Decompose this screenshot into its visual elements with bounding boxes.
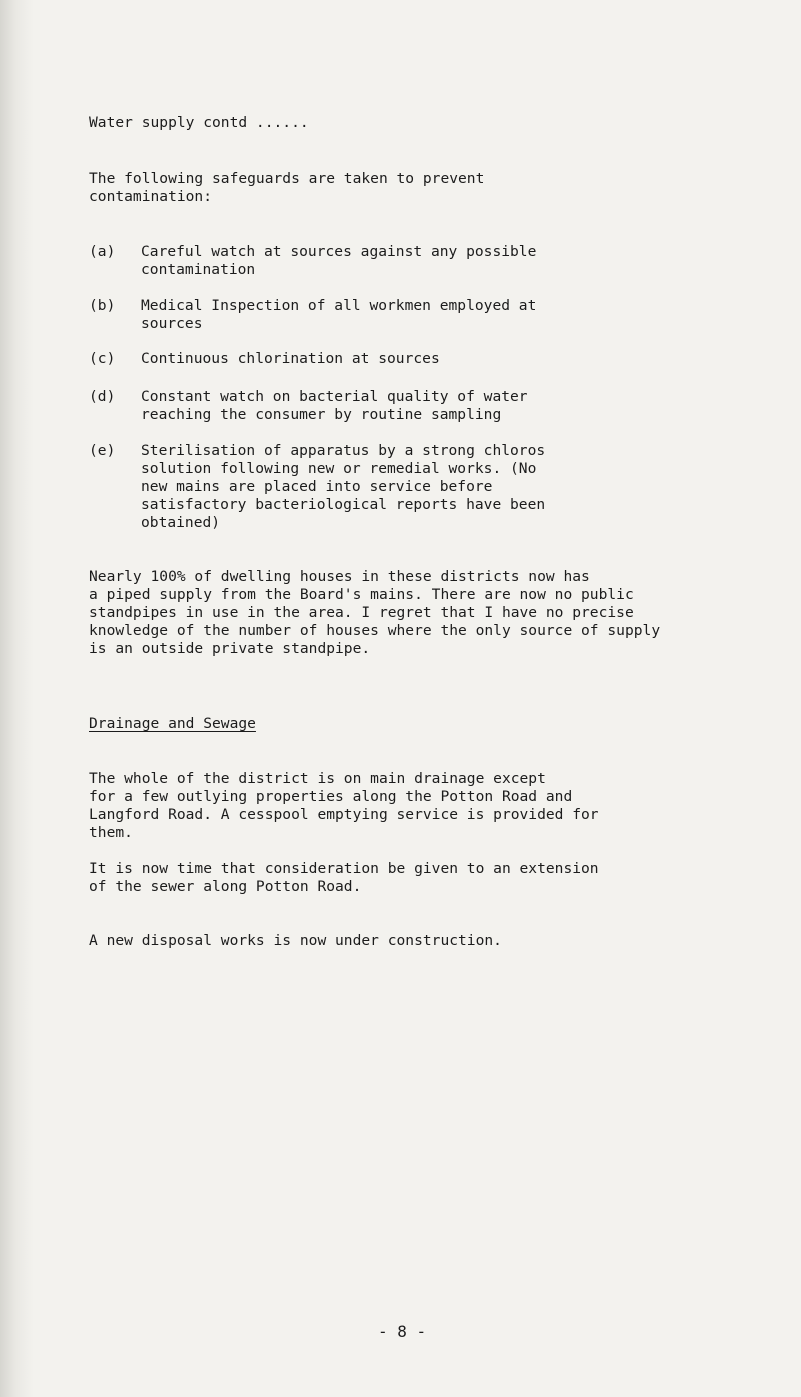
paragraph-line: of the sewer along Potton Road. (89, 878, 362, 895)
item-line: solution following new or remedial works. (No (141, 460, 537, 477)
item-label: (c) (89, 350, 116, 367)
paragraph-line: for a few outlying properties along the Potton Road and (89, 788, 573, 805)
item-line: contamination (141, 261, 256, 278)
intro-line: contamination: (89, 188, 213, 205)
paragraph-line: Nearly 100% of dwelling houses in these districts now has (89, 568, 590, 585)
paragraph-line: A new disposal works is now under construction. (89, 932, 502, 949)
item-label: (e) (89, 442, 116, 459)
paragraph-line: Langford Road. A cesspool emptying service is provided for (89, 806, 599, 823)
paragraph-line: a piped supply from the Board's mains. There are now no public (89, 586, 634, 603)
item-label: (a) (89, 243, 116, 260)
item-line: satisfactory bacteriological reports have been (141, 496, 546, 513)
intro-line: The following safeguards are taken to prevent (89, 170, 485, 187)
paragraph-line: It is now time that consideration be given to an extension (89, 860, 599, 877)
item-line: Medical Inspection of all workmen employed at (141, 297, 537, 314)
item-line: obtained) (141, 514, 221, 531)
item-label: (b) (89, 297, 116, 314)
item-line: Careful watch at sources against any possible (141, 243, 537, 260)
item-line: Continuous chlorination at sources (141, 350, 440, 367)
paragraph-line: knowledge of the number of houses where the only source of supply (89, 622, 661, 639)
item-line: Sterilisation of apparatus by a strong chloros (141, 442, 546, 459)
item-label: (d) (89, 388, 116, 405)
paragraph-line: standpipes in use in the area. I regret that I have no precise (89, 604, 634, 621)
item-line: new mains are placed into service before (141, 478, 493, 495)
item-line: reaching the consumer by routine sampling (141, 406, 502, 423)
item-line: Constant watch on bacterial quality of water (141, 388, 528, 405)
paragraph-line: them. (89, 824, 133, 841)
page-number: - 8 - (378, 1322, 427, 1341)
paragraph-line: is an outside private standpipe. (89, 640, 371, 657)
drainage-heading: Drainage and Sewage (89, 715, 256, 732)
section-continuation-header: Water supply contd ...... (89, 114, 309, 131)
page-edge-shadow (0, 0, 34, 1397)
paragraph-line: The whole of the district is on main drainage except (89, 770, 546, 787)
item-line: sources (141, 315, 203, 332)
